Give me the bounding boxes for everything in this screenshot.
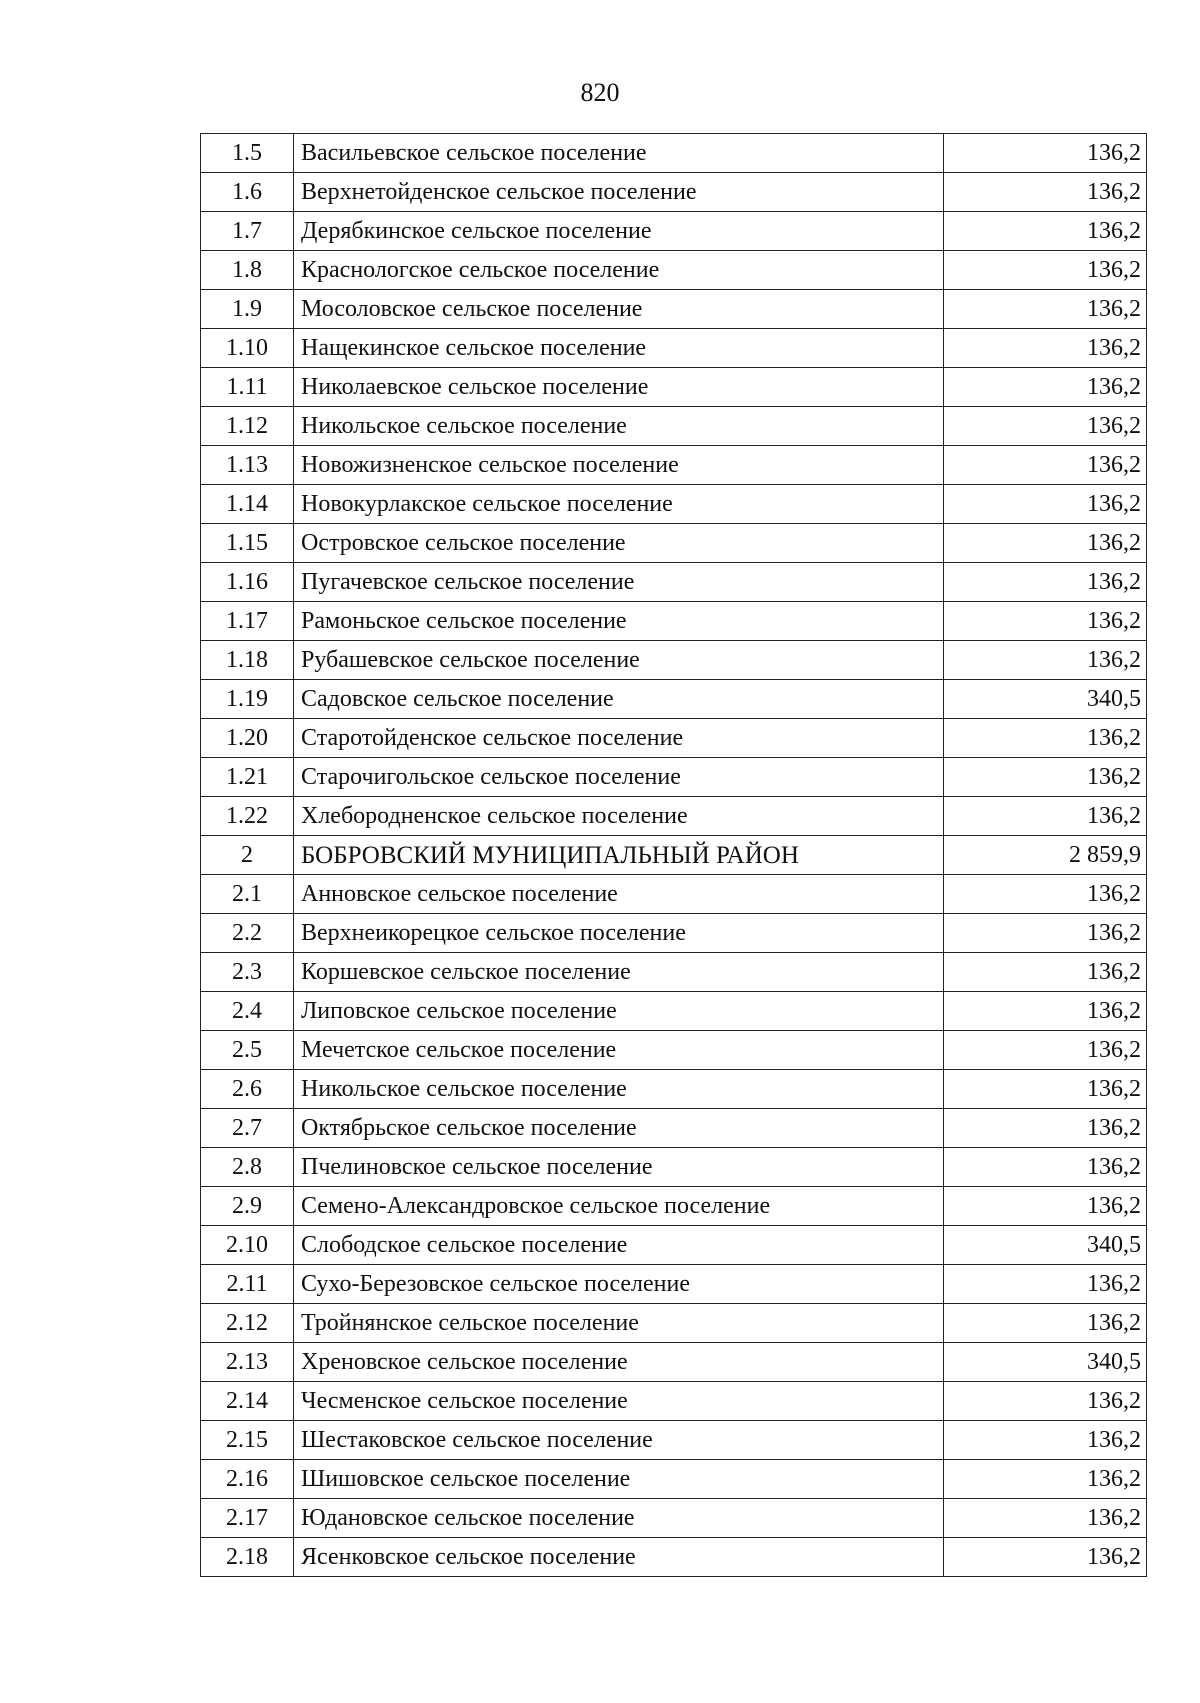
row-number-cell: 1.10 <box>201 329 294 368</box>
row-number-cell: 2.16 <box>201 1460 294 1499</box>
municipality-name-cell: Шишовское сельское поселение <box>294 1460 944 1499</box>
amount-cell: 136,2 <box>944 602 1147 641</box>
municipality-name-cell: Новокурлакское сельское поселение <box>294 485 944 524</box>
municipality-name-cell: Юдановское сельское поселение <box>294 1499 944 1538</box>
row-number-cell: 1.21 <box>201 758 294 797</box>
municipality-name-cell: Старотойденское сельское поселение <box>294 719 944 758</box>
table-row <box>201 1226 1147 1265</box>
table-row <box>201 290 1147 329</box>
amount-cell: 136,2 <box>944 1148 1147 1187</box>
amount-cell: 136,2 <box>944 1382 1147 1421</box>
row-number-cell: 1.18 <box>201 641 294 680</box>
table-row <box>201 836 1147 875</box>
allocation-table <box>200 133 1147 1577</box>
table-row <box>201 719 1147 758</box>
table-row <box>201 368 1147 407</box>
amount-cell: 136,2 <box>944 446 1147 485</box>
amount-cell: 136,2 <box>944 1460 1147 1499</box>
table-row <box>201 1499 1147 1538</box>
amount-cell: 136,2 <box>944 329 1147 368</box>
municipality-name-cell: Сухо-Березовское сельское поселение <box>294 1265 944 1304</box>
row-number-cell: 2.11 <box>201 1265 294 1304</box>
municipality-name-cell: Шестаковское сельское поселение <box>294 1421 944 1460</box>
row-number-cell: 2.14 <box>201 1382 294 1421</box>
municipality-name-cell: Краснологское сельское поселение <box>294 251 944 290</box>
municipality-name-cell: Рамоньское сельское поселение <box>294 602 944 641</box>
amount-cell: 136,2 <box>944 368 1147 407</box>
municipality-name-cell: Пчелиновское сельское поселение <box>294 1148 944 1187</box>
amount-cell: 136,2 <box>944 1187 1147 1226</box>
municipality-name-cell: Старочигольское сельское поселение <box>294 758 944 797</box>
table-row <box>201 212 1147 251</box>
table-row <box>201 1265 1147 1304</box>
page-number: 820 <box>580 78 620 107</box>
table-row <box>201 1421 1147 1460</box>
amount-cell: 136,2 <box>944 797 1147 836</box>
amount-cell: 136,2 <box>944 212 1147 251</box>
table-row <box>201 485 1147 524</box>
amount-cell: 136,2 <box>944 290 1147 329</box>
amount-cell: 340,5 <box>944 680 1147 719</box>
table-row <box>201 1382 1147 1421</box>
amount-cell: 136,2 <box>944 719 1147 758</box>
row-number-cell: 2 <box>201 836 294 875</box>
row-number-cell: 1.15 <box>201 524 294 563</box>
municipality-name-cell: Слободское сельское поселение <box>294 1226 944 1265</box>
table-row <box>201 251 1147 290</box>
table-row <box>201 1187 1147 1226</box>
amount-cell: 136,2 <box>944 563 1147 602</box>
table-row <box>201 680 1147 719</box>
amount-cell: 340,5 <box>944 1226 1147 1265</box>
table-row <box>201 563 1147 602</box>
row-number-cell: 2.13 <box>201 1343 294 1382</box>
row-number-cell: 2.12 <box>201 1304 294 1343</box>
table-row <box>201 329 1147 368</box>
row-number-cell: 1.9 <box>201 290 294 329</box>
row-number-cell: 2.15 <box>201 1421 294 1460</box>
municipality-name-cell: Ясенковское сельское поселение <box>294 1538 944 1577</box>
municipality-name-cell: Хлебородненское сельское поселение <box>294 797 944 836</box>
table-row <box>201 992 1147 1031</box>
municipality-name-cell: Николаевское сельское поселение <box>294 368 944 407</box>
row-number-cell: 1.19 <box>201 680 294 719</box>
table-row <box>201 641 1147 680</box>
row-number-cell: 2.5 <box>201 1031 294 1070</box>
municipality-name-cell: Васильевское сельское поселение <box>294 134 944 173</box>
row-number-cell: 1.12 <box>201 407 294 446</box>
row-number-cell: 1.20 <box>201 719 294 758</box>
amount-cell: 136,2 <box>944 1265 1147 1304</box>
municipality-name-cell: Коршевское сельское поселение <box>294 953 944 992</box>
table-row <box>201 446 1147 485</box>
amount-cell: 136,2 <box>944 1109 1147 1148</box>
table-row <box>201 524 1147 563</box>
row-number-cell: 2.8 <box>201 1148 294 1187</box>
row-number-cell: 1.7 <box>201 212 294 251</box>
municipality-name-cell: Чесменское сельское поселение <box>294 1382 944 1421</box>
table-row <box>201 134 1147 173</box>
row-number-cell: 1.22 <box>201 797 294 836</box>
municipality-name-cell: Верхнетойденское сельское поселение <box>294 173 944 212</box>
table-row <box>201 407 1147 446</box>
table-body <box>201 134 1147 1577</box>
amount-cell: 136,2 <box>944 1538 1147 1577</box>
table-row <box>201 1304 1147 1343</box>
municipality-name-cell: Никольское сельское поселение <box>294 1070 944 1109</box>
row-number-cell: 1.17 <box>201 602 294 641</box>
row-number-cell: 1.16 <box>201 563 294 602</box>
municipality-name-cell: Липовское сельское поселение <box>294 992 944 1031</box>
row-number-cell: 2.2 <box>201 914 294 953</box>
amount-cell: 136,2 <box>944 758 1147 797</box>
amount-cell: 136,2 <box>944 1304 1147 1343</box>
table-row <box>201 797 1147 836</box>
municipality-name-cell: Октябрьское сельское поселение <box>294 1109 944 1148</box>
table-row <box>201 1070 1147 1109</box>
row-number-cell: 1.5 <box>201 134 294 173</box>
municipality-name-cell: БОБРОВСКИЙ МУНИЦИПАЛЬНЫЙ РАЙОН <box>294 836 944 875</box>
municipality-name-cell: Пугачевское сельское поселение <box>294 563 944 602</box>
table-row <box>201 875 1147 914</box>
row-number-cell: 1.14 <box>201 485 294 524</box>
row-number-cell: 1.6 <box>201 173 294 212</box>
amount-cell: 136,2 <box>944 485 1147 524</box>
municipality-name-cell: Мосоловское сельское поселение <box>294 290 944 329</box>
amount-cell: 136,2 <box>944 914 1147 953</box>
table-row <box>201 953 1147 992</box>
table-row <box>201 1460 1147 1499</box>
amount-cell: 136,2 <box>944 173 1147 212</box>
row-number-cell: 2.6 <box>201 1070 294 1109</box>
amount-cell: 2 859,9 <box>944 836 1147 875</box>
municipality-name-cell: Семено-Александровское сельское поселение <box>294 1187 944 1226</box>
row-number-cell: 2.4 <box>201 992 294 1031</box>
municipality-name-cell: Нащекинское сельское поселение <box>294 329 944 368</box>
amount-cell: 136,2 <box>944 992 1147 1031</box>
municipality-name-cell: Верхнеикорецкое сельское поселение <box>294 914 944 953</box>
table-row <box>201 1031 1147 1070</box>
municipality-name-cell: Тройнянское сельское поселение <box>294 1304 944 1343</box>
amount-cell: 136,2 <box>944 134 1147 173</box>
amount-cell: 136,2 <box>944 1421 1147 1460</box>
amount-cell: 136,2 <box>944 1499 1147 1538</box>
row-number-cell: 2.3 <box>201 953 294 992</box>
table-row <box>201 1109 1147 1148</box>
row-number-cell: 2.9 <box>201 1187 294 1226</box>
municipality-name-cell: Новожизненское сельское поселение <box>294 446 944 485</box>
table-row <box>201 602 1147 641</box>
table-row <box>201 1343 1147 1382</box>
table-row <box>201 1148 1147 1187</box>
amount-cell: 136,2 <box>944 524 1147 563</box>
row-number-cell: 2.7 <box>201 1109 294 1148</box>
municipality-name-cell: Садовское сельское поселение <box>294 680 944 719</box>
row-number-cell: 1.13 <box>201 446 294 485</box>
municipality-name-cell: Дерябкинское сельское поселение <box>294 212 944 251</box>
row-number-cell: 1.8 <box>201 251 294 290</box>
table-row <box>201 914 1147 953</box>
municipality-name-cell: Никольское сельское поселение <box>294 407 944 446</box>
amount-cell: 136,2 <box>944 875 1147 914</box>
row-number-cell: 2.1 <box>201 875 294 914</box>
table-row <box>201 758 1147 797</box>
row-number-cell: 1.11 <box>201 368 294 407</box>
table-row <box>201 173 1147 212</box>
municipality-name-cell: Рубашевское сельское поселение <box>294 641 944 680</box>
municipality-name-cell: Анновское сельское поселение <box>294 875 944 914</box>
amount-cell: 136,2 <box>944 641 1147 680</box>
row-number-cell: 2.17 <box>201 1499 294 1538</box>
amount-cell: 136,2 <box>944 251 1147 290</box>
amount-cell: 136,2 <box>944 1031 1147 1070</box>
amount-cell: 136,2 <box>944 407 1147 446</box>
row-number-cell: 2.10 <box>201 1226 294 1265</box>
table-row <box>201 1538 1147 1577</box>
amount-cell: 340,5 <box>944 1343 1147 1382</box>
amount-cell: 136,2 <box>944 953 1147 992</box>
row-number-cell: 2.18 <box>201 1538 294 1577</box>
amount-cell: 136,2 <box>944 1070 1147 1109</box>
municipality-name-cell: Островское сельское поселение <box>294 524 944 563</box>
municipality-name-cell: Хреновское сельское поселение <box>294 1343 944 1382</box>
municipality-name-cell: Мечетское сельское поселение <box>294 1031 944 1070</box>
